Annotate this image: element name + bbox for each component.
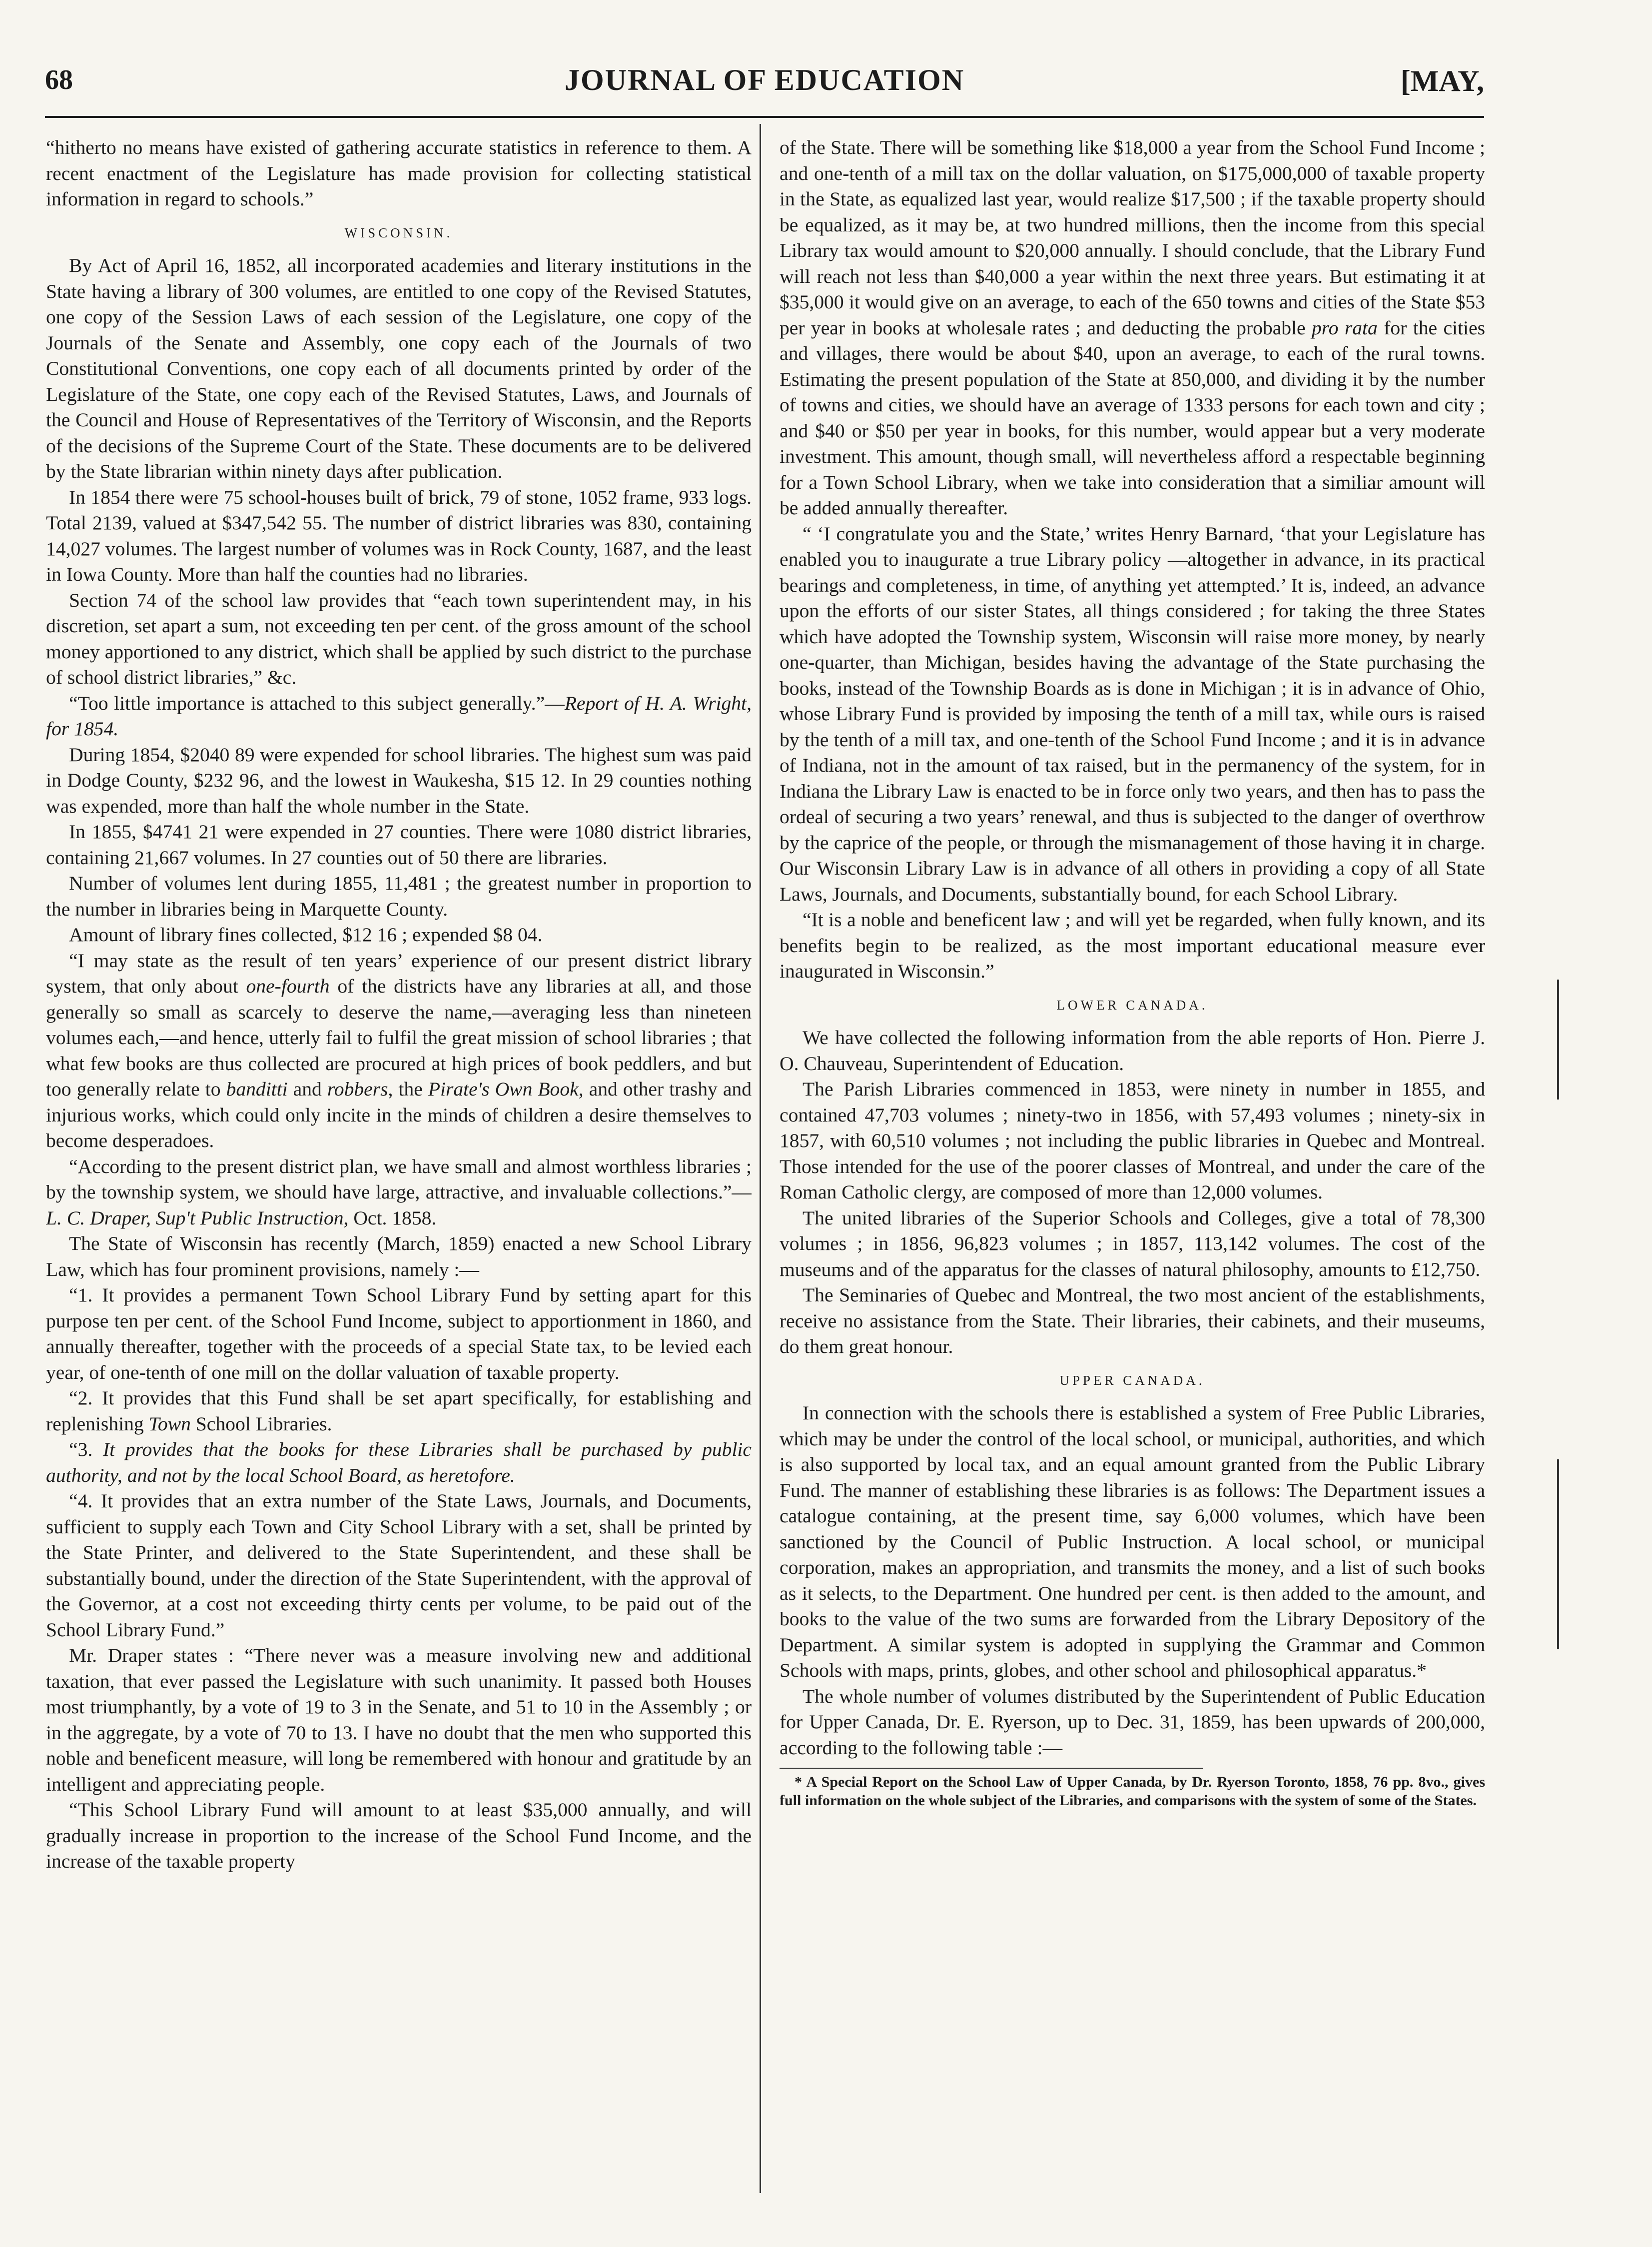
paragraph-united-libraries: The united libraries of the Superior Schools and Colleges, give a total of 78,300 volumes ; in 1856, 96,823 volumes ; in 1857, 113,142 volumes. The cost of the museums and of the apparatus for the classes of natural philosophy, amounts to £12,750. — [780, 1206, 1485, 1280]
heading-lower-canada: LOWER CANADA. — [1056, 997, 1208, 1013]
may-state-em-banditti: banditti — [226, 1078, 288, 1100]
header-rule — [45, 116, 1484, 118]
paragraph-noble-law: “It is a noble and beneficent law ; and will yet be regarded, when fully known, and its benefits begin to be realized, as the most important educational measure ever inaugurated in Wisconsin.” — [780, 909, 1485, 982]
margin-mark — [1557, 1459, 1559, 1649]
continuation-text-b: for the cities and villages, there would be about $40, upon an average, to each of the rural towns. Estimating the present population of the State at 850,000, and dividing it by the number of towns and cities, we should have an average of 1333 persons for each town and city ; and $40 or $50 per year in books, for this number, would appear but a very moderate investment. This amount, though small, will nevertheless afford a respectable beginning for a Town School Library, when we take into consideration that a similiar amount will be added annually thereafter. — [780, 316, 1485, 519]
paragraph-volumes-lent: Number of volumes lent during 1855, 11,481 ; the greatest number in proportion to the number in libraries being in Marquette County. — [46, 872, 752, 920]
heading-upper-canada: UPPER CANADA. — [1059, 1372, 1205, 1388]
may-state-em-robbers: robbers — [327, 1078, 388, 1100]
paragraph-fines: Amount of library fines collected, $12 16 ; expended $8 04. — [69, 924, 543, 946]
may-state-text-d: , the — [388, 1078, 428, 1100]
right-column — [780, 135, 1485, 2194]
paragraph-barnard: “ ‘I congratulate you and the State,’ writes Henry Barnard, ‘that your Legislature has enabled you to inaugurate a true Library policy —altogether in advance, in its practical bearings and completeness, in time, of anything yet attempted.’ It is, indeed, an advance upon the efforts of our sister States, all things considered ; for taking the three States which have adopted the Township system, Wisconsin will raise more money, by nearly one-quarter, than Michigan, besides having the advantage of the State purchasing the books, instead of the Township Boards as is done in Michigan ; it is in advance of Ohio, whose Library Fund is provided by imposing the tenth of a mill tax, while ours is raised by the tenth of a mill tax, and one-tenth of the School Fund Income ; and it is in advance of Indiana, not in the amount of tax raised, but in the permanency of the system, for in Indiana the Library Law is enacted to be in force only two years, and then has to pass the ordeal of securing a two years’ renewal, and thus is subjected to the danger of overthrow by the caprice of the people, or through the mismanagement of those having it in charge. Our Wisconsin Library Law is in advance of all others in providing a copy of all State Laws, Journals, and Documents, substantially bound, for each School Library. — [780, 522, 1485, 905]
paragraph-during-1854: During 1854, $2040 89 were expended for school libraries. The highest sum was paid in Dodge County, $232 96, and the lowest in Waukesha, $15 12. In 29 counties nothing was expended, more than half the whole number in the State. — [46, 743, 752, 817]
left-column — [46, 135, 752, 2194]
provision-2-text-a: “2. It provides that this Fund shall be set apart specifically, for establishing and replenishing — [46, 1387, 752, 1435]
paragraph-library-fund: “This School Library Fund will amount to at least $35,000 annually, and will gradually increase in proportion to the increase of the School Fund Income, and the increase of the taxable property — [46, 1799, 752, 1872]
footnote: * A Special Report on the School Law of Upper Canada, by Dr. Ryerson Toronto, 1858, 76 pp. 8vo., gives full information on the whole subject of the Libraries, and comparisons with the system of some of the States. — [780, 1774, 1485, 1809]
may-state-text-e: , and other trashy and injurious works, which could only incite in the minds of children a desire themselves to become desperadoes. — [46, 1078, 752, 1151]
may-state-text-b: of the districts have any libraries at all, and those generally so small as scarcely to deserve the name,—averaging less than nineteen volumes each,—and hence, utterly fail to fulfil the great mission of school libraries ; that what few books are thus collected are procured at high prices of book peddlers, and but too generally relate to — [46, 975, 752, 1100]
paragraph-provision-1: “1. It provides a permanent Town School Library Fund by setting apart for this purpose ten per cent. of the School Fund Income, subject to apportionment in 1860, and annually thereafter, together with the proceeds of a special State tax, to be levied each year, of one-tenth of one mill on the dollar valuation of taxable property. — [46, 1284, 752, 1383]
according-citation: L. C. Draper, Sup't Public Instruction — [46, 1206, 344, 1229]
may-state-text-a: “I may state as the result of ten years’ experience of our present district library system, that only about — [46, 949, 752, 997]
according-date: , Oct. 1858. — [343, 1206, 437, 1229]
provision-3-em-text: It provides that the books for these Libraries shall be purchased by public authority, and not by the local School Board, as heretofore. — [46, 1438, 752, 1486]
heading-wisconsin: WISCONSIN. — [344, 225, 453, 240]
paragraph-seminaries: The Seminaries of Quebec and Montreal, the two most ancient of the establishments, receive no assistance from the State. Their libraries, their cabinets, and their museums, do them great honour. — [780, 1284, 1485, 1357]
paragraph-section-74: Section 74 of the school law provides that “each town superintendent may, in his discretion, set apart a sum, not exceeding ten per cent. of the gross amount of the school money apportioned to any district, which shall be applied by such district to the purchase of school district libraries,” &c. — [46, 589, 752, 688]
paragraph-new-law: The State of Wisconsin has recently (March, 1859) enacted a new School Library Law, which has four prominent provisions, namely :— — [46, 1232, 752, 1280]
paragraph-act-1852: By Act of April 16, 1852, all incorporated academies and literary institutions in the State having a library of 300 volumes, are entitled to one copy of the Revised Statutes, one copy of the Session Laws of each session of the Legislature, one copy of the Journals of the Senate and Assembly, one copy each of the Journals of two Constitutional Conventions, one copy each of all documents printed by order of the Legislature of the State, one copy each of the Revised Statutes, Laws, and Journals of the Council and House of Representatives of the Territory of Wisconsin, and the Reports of the decisions of the Supreme Court of the State. These documents are to be delivered by the State librarian within ninety days after publication. — [46, 254, 752, 482]
according-quote: “According to the present district plan, we have small and almost worthless libraries ; by the township system, we should have large, attractive, and invaluable collections.”— — [46, 1155, 752, 1203]
paragraph-provision-3 — [46, 1437, 752, 1488]
page-header — [45, 59, 1484, 114]
paragraph-collected: We have collected the following information from the able reports of Hon. Pierre J. O. Chauveau, Superintendent of Education. — [780, 1027, 1485, 1075]
continuation-em-pro-rata: pro rata — [1311, 316, 1378, 339]
too-little-quote: “Too little importance is attached to this subject generally.”— — [69, 692, 565, 714]
may-state-text-c: and — [287, 1078, 327, 1100]
page-number: 68 — [45, 64, 73, 95]
paragraph-continuation — [780, 135, 1485, 521]
column-divider — [760, 124, 761, 2193]
paragraph-too-little — [46, 691, 752, 742]
paragraph-parish-libraries: The Parish Libraries commenced in 1853, were ninety in number in 1855, and contained 47,703 volumes ; ninety-two in 1856, with 57,493 volumes ; ninety-six in 1857, with 60,510 volumes ; not including the public libraries in Quebec and Montreal. Those intended for the use of the poorer classes of Montreal, and under the care of the Roman Catholic clergy, are composed of more than 12,000 volumes. — [780, 1078, 1485, 1203]
provision-3-number: “3. — [69, 1438, 103, 1460]
margin-mark — [1557, 980, 1559, 1100]
too-little-citation: Report of H. A. Wright, for 1854. — [46, 692, 752, 740]
footnote-rule — [780, 1768, 1203, 1769]
provision-2-em-town: Town — [148, 1412, 191, 1435]
paragraph-according — [46, 1154, 752, 1231]
issue-month: [MAY, — [1400, 64, 1484, 97]
paragraph-provision-4: “4. It provides that an extra number of the State Laws, Journals, and Documents, sufficient to supply each Town and City School Library with a set, shall be printed by the State Printer, and delivered to the State Superintendent, and these shall be substantially bound, under the direction of the State Superintendent, with the approval of the Governor, at a cost not exceeding thirty cents per volume, to be paid out of the School Library Fund.” — [46, 1490, 752, 1641]
continuation-text-a: of the State. There will be something like $18,000 a year from the School Fund Income ; and one-tenth of a mill tax on the dollar valuation, on $175,000,000 of taxable property in the State, as equalized last year, would realize $17,500 ; if the taxable property should be equalized, as it may be, at two hundred millions, then the income from this special Library tax would amount to $20,000 annually. I should conclude, that the Library Fund will reach not less than $40,000 a year within the next three years. But estimating it at $35,000 it would give on an average, to each of the 650 towns and cities of the State $53 per year in books at wholesale rates ; and deducting the probable — [780, 136, 1485, 339]
paragraph-1854-schoolhouses: In 1854 there were 75 school-houses built of brick, 79 of stone, 1052 frame, 933 logs. Total 2139, valued at $347,542 55. The number of district libraries was 830, containing 14,027 volumes. The largest number of volumes was in Rock County, 1687, and the least in Iowa County. More than half the counties had no libraries. — [46, 486, 752, 585]
paragraph-upper-canada: In connection with the schools there is established a system of Free Public Libraries, which may be under the control of the local school, or municipal, authorities, and which is also supported by local tax, and an equal amount granted from the Public Library Fund. The manner of establishing these libraries is as follows: The Department issues a catalogue containing, at the present time, say 6,000 volumes, which have been sanctioned by the Council of Public Instruction. A local school, or municipal corporation, makes an appropriation, and transmits the money, and a list of such books as it selects, to the Department. One hundred per cent. is then added to the amount, and books to the value of the two sums are forwarded from the Library Depository of the Department. A similar system is adopted in supplying the Grammar and Common Schools with maps, prints, globes, and other school and philosophical apparatus.* — [780, 1402, 1485, 1681]
paragraph-may-state — [46, 948, 752, 1154]
paragraph-whole-number: The whole number of volumes distributed by the Superintendent of Public Education for Upper Canada, Dr. E. Ryerson, up to Dec. 31, 1859, has been upwards of 200,000, according to the following table :— — [780, 1685, 1485, 1759]
may-state-em-one-fourth: one-fourth — [246, 975, 330, 997]
paragraph-1855: In 1855, $4741 21 were expended in 27 counties. There were 1080 district libraries, containing 21,667 volumes. In 27 counties out of 50 there are libraries. — [46, 821, 752, 869]
paragraph-intro: “hitherto no means have existed of gathering accurate statistics in reference to them. A recent enactment of the Legislature has made provision for collecting statistical information in regard to schools.” — [46, 136, 752, 210]
may-state-em-pirates-book: Pirate's Own Book — [428, 1078, 579, 1100]
paragraph-provision-2 — [46, 1385, 752, 1437]
provision-2-text-b: School Libraries. — [190, 1412, 332, 1435]
journal-title: JOURNAL OF EDUCATION — [564, 63, 965, 96]
paragraph-draper-states: Mr. Draper states : “There never was a measure involving new and additional taxation, that ever passed the Legislature with such unanimity. It passed both Houses most triumphantly, by a vote of 19 to 3 in the Senate, and 51 to 10 in the Assembly ; or in the aggregate, by a vote of 70 to 13. I have no doubt that the men who supported this noble and beneficent measure, will long be remembered with honour and gratitude by an intelligent and appreciating people. — [46, 1644, 752, 1795]
